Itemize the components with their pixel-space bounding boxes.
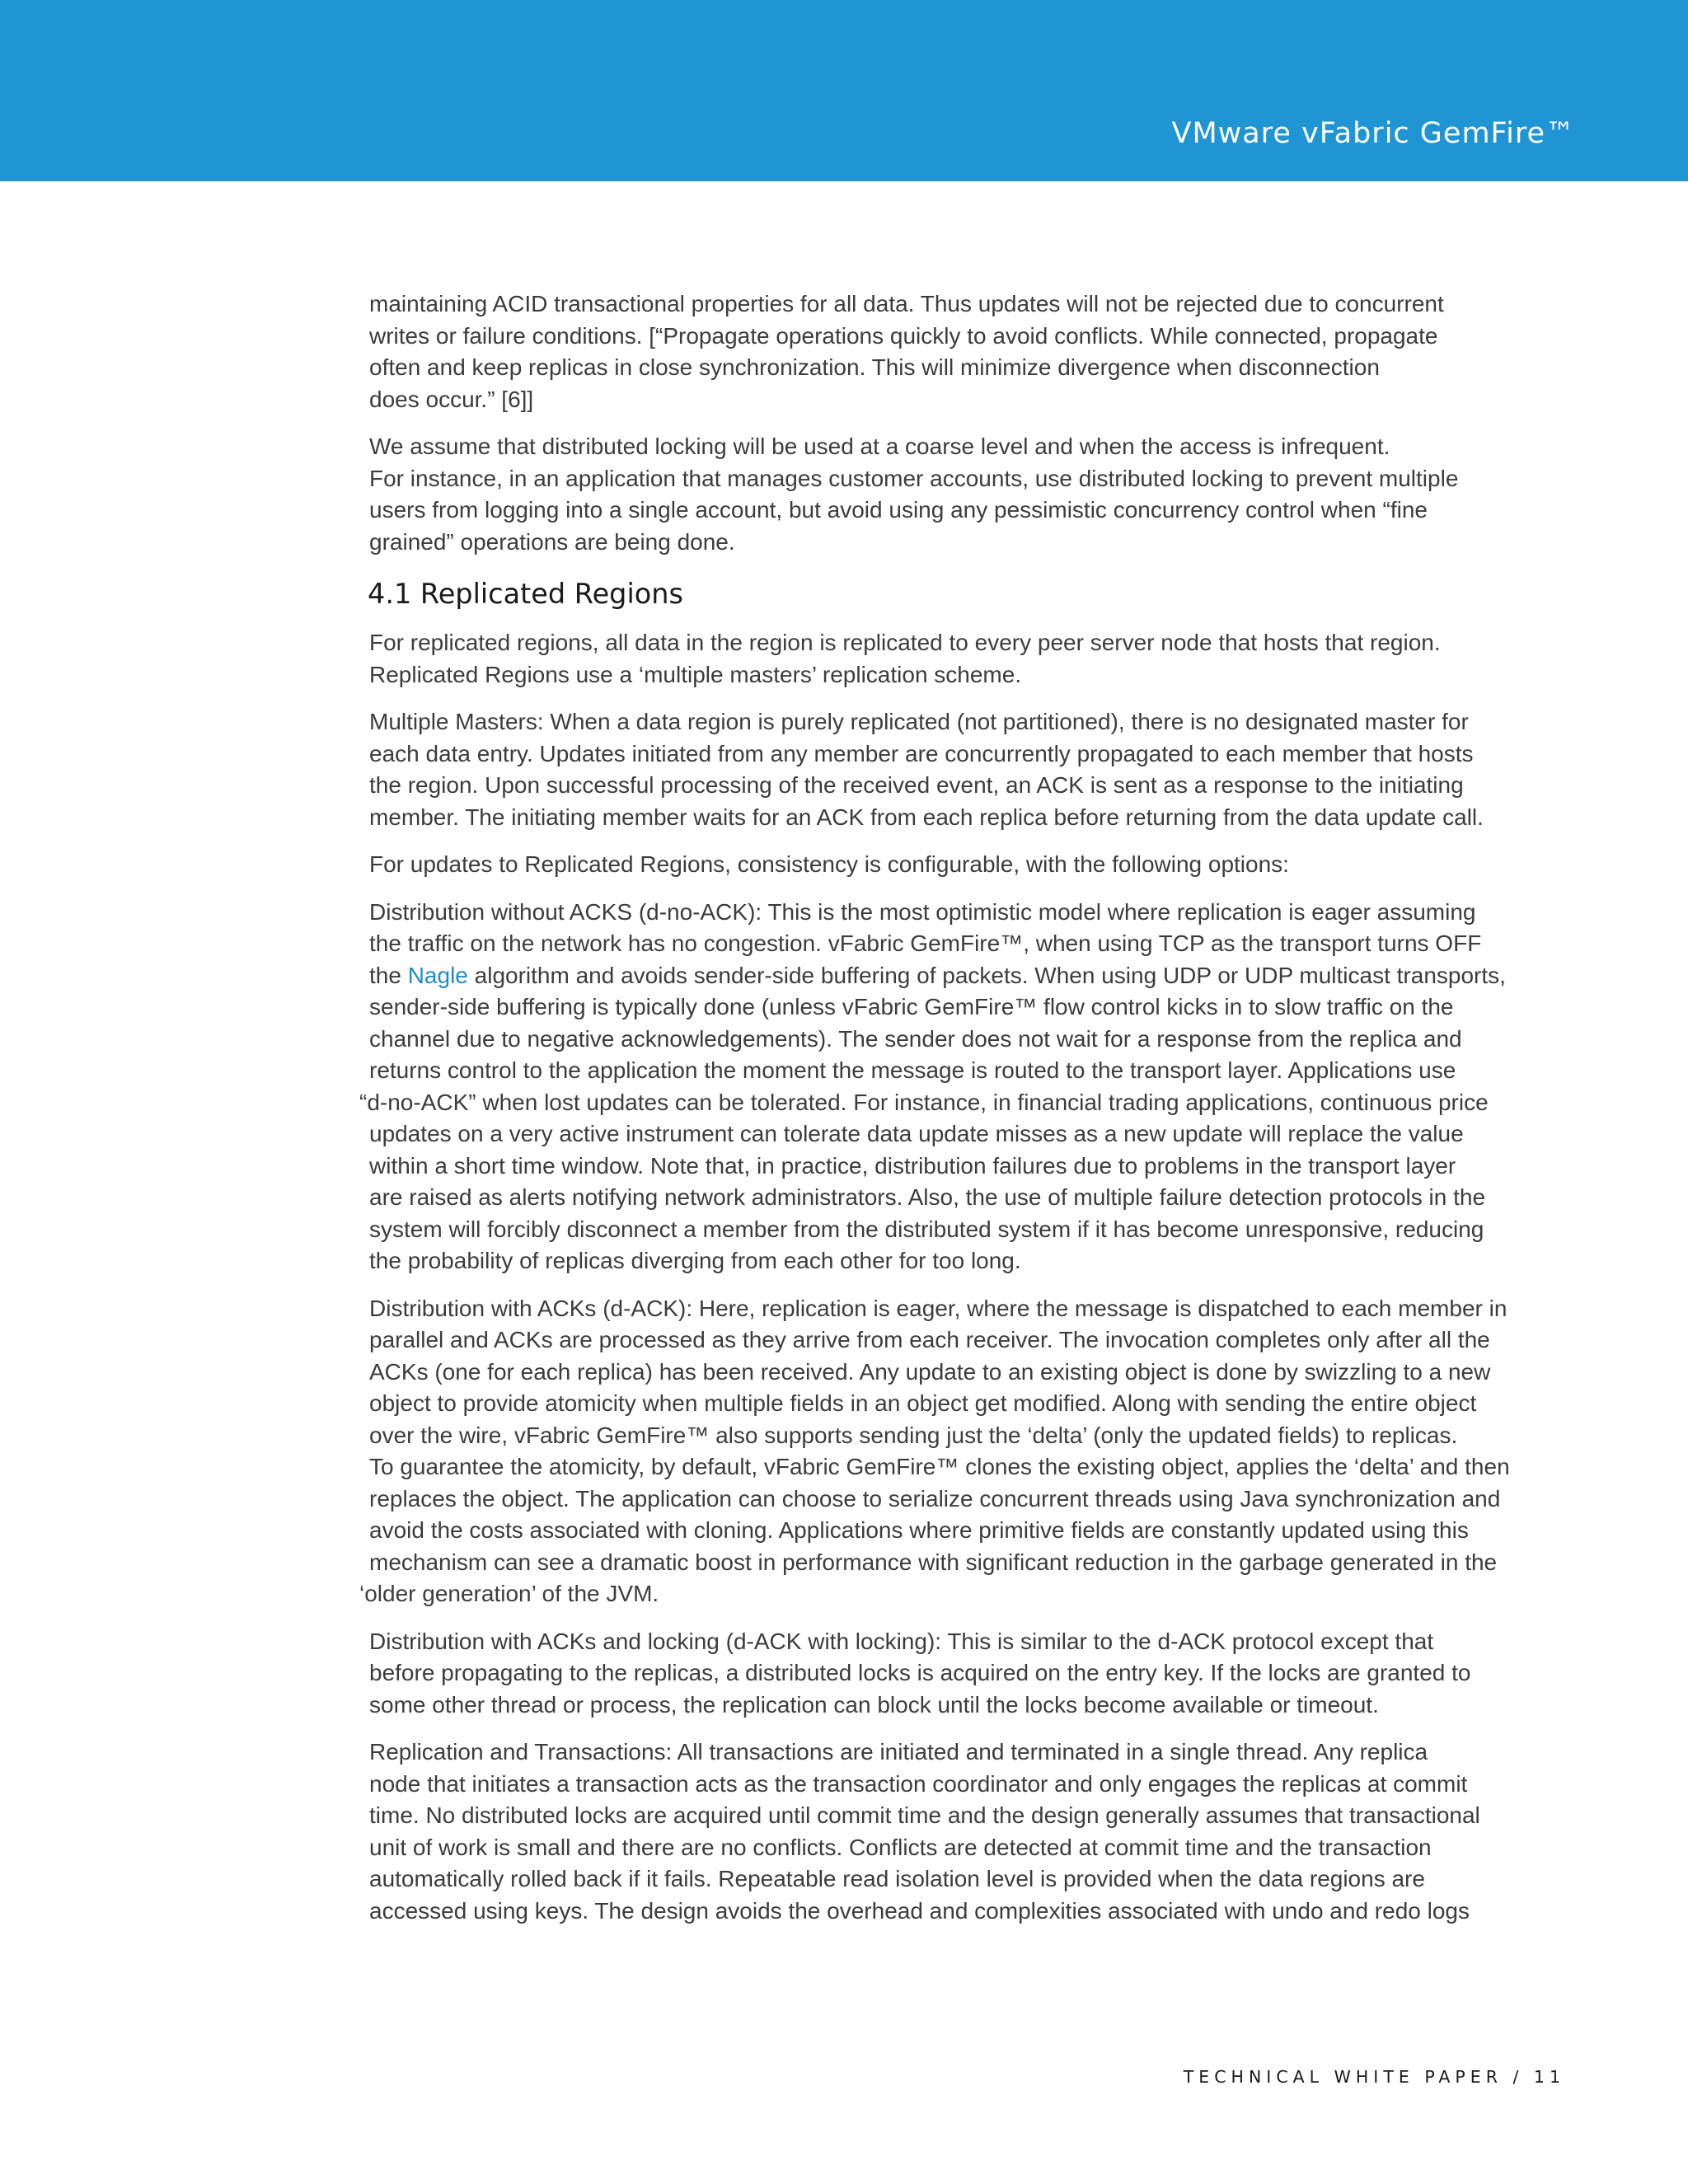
text-line: time. No distributed locks are acquired until commit time and the design generally assumes that transactional	[369, 1802, 1480, 1829]
text-line: We assume that distributed locking will be used at a coarse level and when the access is infrequent.	[369, 434, 1390, 459]
text-line: system will forcibly disconnect a member from the distributed system if it has become unresponsive, reducing	[369, 1216, 1484, 1242]
text-line: over the wire, vFabric GemFire™ also supports sending just the ‘delta’ (only the updated fields) to replicas.	[369, 1422, 1458, 1448]
text-line: some other thread or process, the replication can block until the locks become available or timeout.	[369, 1691, 1379, 1718]
text-line: For updates to Replicated Regions, consistency is configurable, with the following options:	[369, 851, 1289, 878]
product-title: VMware vFabric GemFire™	[1171, 117, 1575, 150]
text-line: ACKs (one for each replica) has been received. Any update to an existing object is done by swizzling to a new	[369, 1358, 1491, 1385]
paragraph-replication-transactions	[369, 1736, 1573, 1927]
text-line: updates on a very active instrument can tolerate data update misses as a new update will replace the value	[369, 1121, 1464, 1147]
page-content	[359, 288, 1573, 1943]
text-line: does occur.” [6]]	[369, 386, 534, 412]
text-line: avoid the costs associated with cloning. Applications where primitive fields are constantly updated using this	[369, 1517, 1469, 1544]
text-line: are raised as alerts notifying network administrators. Also, the use of multiple failure detection protocols in the	[369, 1184, 1486, 1211]
text-line: parallel and ACKs are processed as they arrive from each receiver. The invocation completes only after all the	[369, 1327, 1490, 1353]
text-line: For replicated regions, all data in the region is replicated to every peer server node that hosts that region.	[369, 630, 1441, 656]
text-line	[369, 960, 1573, 992]
text-fragment: the	[369, 962, 408, 988]
text-line: Multiple Masters: When a data region is purely replicated (not partitioned), there is no designated master for	[369, 709, 1469, 735]
text-line: ‘older generation’ of the JVM.	[359, 1581, 659, 1607]
text-line: object to provide atomicity when multiple fields in an object get modified. Along with sending the entire object	[369, 1390, 1477, 1417]
text-line: writes or failure conditions. [“Propagate operations quickly to avoid conflicts. While connected, propagate	[369, 322, 1438, 349]
text-line: users from logging into a single account, but avoid using any pessimistic concurrency control when “fine	[369, 497, 1428, 523]
text-line: “d-no-ACK” when lost updates can be tolerated. For instance, in financial trading applications, continuous price	[359, 1089, 1489, 1115]
text-line: within a short time window. Note that, in practice, distribution failures due to problems in the transport layer	[369, 1152, 1456, 1179]
text-line: maintaining ACID transactional properties for all data. Thus updates will not be rejected due to concurrent	[369, 291, 1444, 316]
text-line: the region. Upon successful processing of the received event, an ACK is sent as a response to the initiating	[369, 772, 1464, 799]
text-line: automatically rolled back if it fails. Repeatable read isolation level is provided when the data regions are	[369, 1866, 1425, 1892]
page-footer: TECHNICAL WHITE PAPER / 11	[1183, 2067, 1565, 2087]
paragraph-multiple-masters	[369, 706, 1573, 833]
section-heading: 4.1 Replicated Regions	[368, 578, 683, 610]
text-line: Replicated Regions use a ‘multiple masters’ replication scheme.	[369, 661, 1022, 687]
text-line: the probability of replicas diverging from each other for too long.	[369, 1248, 1021, 1274]
text-line: node that initiates a transaction acts as the transaction coordinator and only engages the replicas at commit	[369, 1770, 1468, 1797]
text-line: before propagating to the replicas, a distributed locks is acquired on the entry key. If the locks are granted to	[369, 1660, 1471, 1686]
text-line: replaces the object. The application can choose to serialize concurrent threads using Java synchronization and	[369, 1485, 1501, 1511]
paragraph-consistency-options	[369, 849, 1573, 881]
text-fragment: algorithm and avoids sender-side buffering of packets. When using UDP or UDP multicast transports,	[467, 962, 1506, 988]
paragraph-replicated-regions	[369, 627, 1573, 691]
text-line: returns control to the application the moment the message is routed to the transport layer. Applications use	[369, 1057, 1456, 1084]
text-line: sender-side buffering is typically done (unless vFabric GemFire™ flow control kicks in to slow traffic on the	[369, 994, 1454, 1020]
text-line: unit of work is small and there are no conflicts. Conflicts are detected at commit time and the transaction	[369, 1834, 1432, 1860]
text-line: the traffic on the network has no congestion. vFabric GemFire™, when using TCP as the transport turns OFF	[369, 930, 1482, 957]
paragraph-d-no-ack	[359, 897, 1573, 1277]
text-line: Distribution with ACKs (d-ACK): Here, replication is eager, where the message is dispatched to each member in	[369, 1295, 1507, 1321]
nagle-link[interactable]: Nagle	[407, 962, 468, 988]
text-line: each data entry. Updates initiated from any member are concurrently propagated to each member that hosts	[369, 740, 1474, 766]
text-line: Replication and Transactions: All transactions are initiated and terminated in a single thread. Any replica	[369, 1739, 1428, 1765]
text-line: channel due to negative acknowledgements). The sender does not wait for a response from the replica and	[369, 1025, 1462, 1052]
text-line: For instance, in an application that manages customer accounts, use distributed locking to prevent multiple	[369, 465, 1459, 491]
paragraph-acid	[369, 288, 1573, 415]
text-line: Distribution with ACKs and locking (d-ACK with locking): This is similar to the d-ACK protocol except that	[369, 1628, 1434, 1654]
paragraph-d-ack	[359, 1293, 1573, 1610]
paragraph-d-ack-locking	[369, 1626, 1573, 1722]
paragraph-distributed-locking	[369, 431, 1573, 558]
text-line: member. The initiating member waits for an ACK from each replica before returning from the data update call.	[369, 804, 1484, 830]
text-line: mechanism can see a dramatic boost in performance with significant reduction in the garbage generated in the	[369, 1549, 1498, 1575]
text-line: Distribution without ACKS (d-no-ACK): This is the most optimistic model where replication is eager assuming	[369, 898, 1476, 925]
header-band	[0, 0, 1688, 181]
text-line: To guarantee the atomicity, by default, vFabric GemFire™ clones the existing object, applies the ‘delta’ and then	[369, 1454, 1510, 1480]
text-line: accessed using keys. The design avoids the overhead and complexities associated with undo and redo logs	[369, 1897, 1470, 1924]
text-line: grained” operations are being done.	[369, 528, 735, 555]
text-line: often and keep replicas in close synchronization. This will minimize divergence when disconnection	[369, 354, 1380, 380]
